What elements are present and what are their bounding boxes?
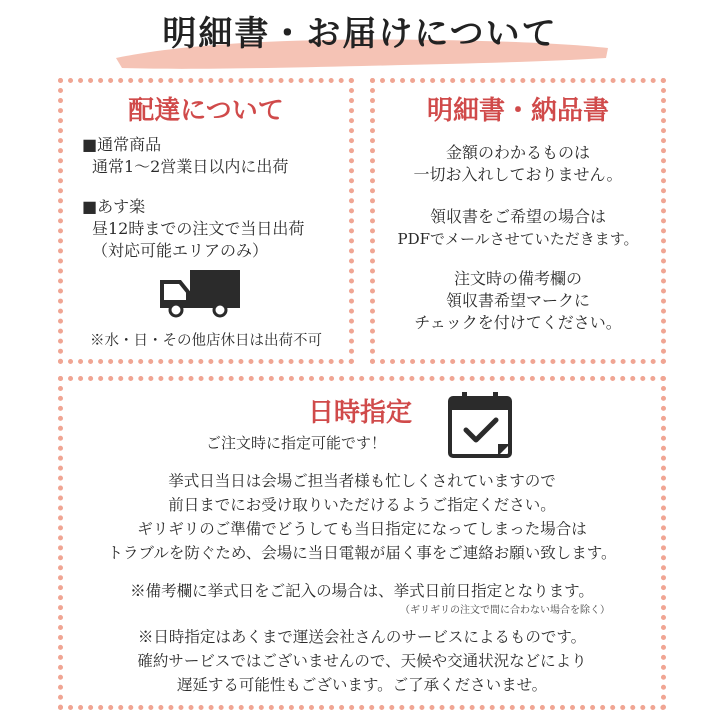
normal-text: 通常1～2営業日以内に出荷 <box>92 157 289 176</box>
date-body-line: トラブルを防ぐため、会場に当日電報が届く事をご連絡お願い致します。 <box>107 544 617 562</box>
date-body-line: 挙式日当日は会場ご担当者様も忙しくされていますので <box>168 472 556 490</box>
invoice-line: PDFでメールさせていただきます。 <box>397 230 639 248</box>
date-note-2-line: 遅延する可能性もございます。ご了承くださいませ。 <box>176 676 548 694</box>
invoice-line: 注文時の備考欄の <box>453 269 582 288</box>
date-body-line: ギリギリのご準備でどうしても当日指定になってしまった場合は <box>137 520 587 538</box>
date-note-2-line: 確約サービスではございませんので、天候や交通状況などにより <box>137 652 587 670</box>
asuraku-text-1: 昼12時までの注文で当日出荷 <box>92 219 305 238</box>
asuraku-heading: ■あす楽 <box>82 197 146 216</box>
invoice-line: 領収書をご希望の場合は <box>429 207 606 226</box>
invoice-title: 明細書・納品書 <box>426 96 609 126</box>
invoice-line: 領収書希望マークに <box>445 291 590 310</box>
date-note-2-line: ※日時指定はあくまで運送会社さんのサービスによるものです。 <box>137 628 587 646</box>
normal-heading: ■通常商品 <box>82 135 162 154</box>
invoice-line: 金額のわかるものは <box>445 143 590 162</box>
date-body-line: 前日までにお受け取りいただけるようご指定ください。 <box>168 496 556 514</box>
page-title: 明細書・お届けについて <box>162 14 558 54</box>
date-title: 日時指定 <box>307 398 412 428</box>
asuraku-text-2: （対応可能エリアのみ） <box>92 241 269 260</box>
calendar-check-icon <box>446 390 516 460</box>
date-subtitle: ご注文時に指定可能です！ <box>206 434 387 452</box>
date-note-1-small: （ギリギリの注文で間に合わない場合を除く） <box>400 605 610 616</box>
delivery-note: ※水・日・その他店休日は出荷不可 <box>90 333 322 349</box>
delivery-title: 配達について <box>128 96 284 126</box>
invoice-line: 一切お入れしておりません。 <box>413 165 623 184</box>
invoice-line: チェックを付けてください。 <box>414 313 622 332</box>
truck-icon <box>158 268 244 318</box>
date-note-1: ※備考欄に挙式日をご記入の場合は、挙式日前日指定となります。 <box>130 582 594 600</box>
